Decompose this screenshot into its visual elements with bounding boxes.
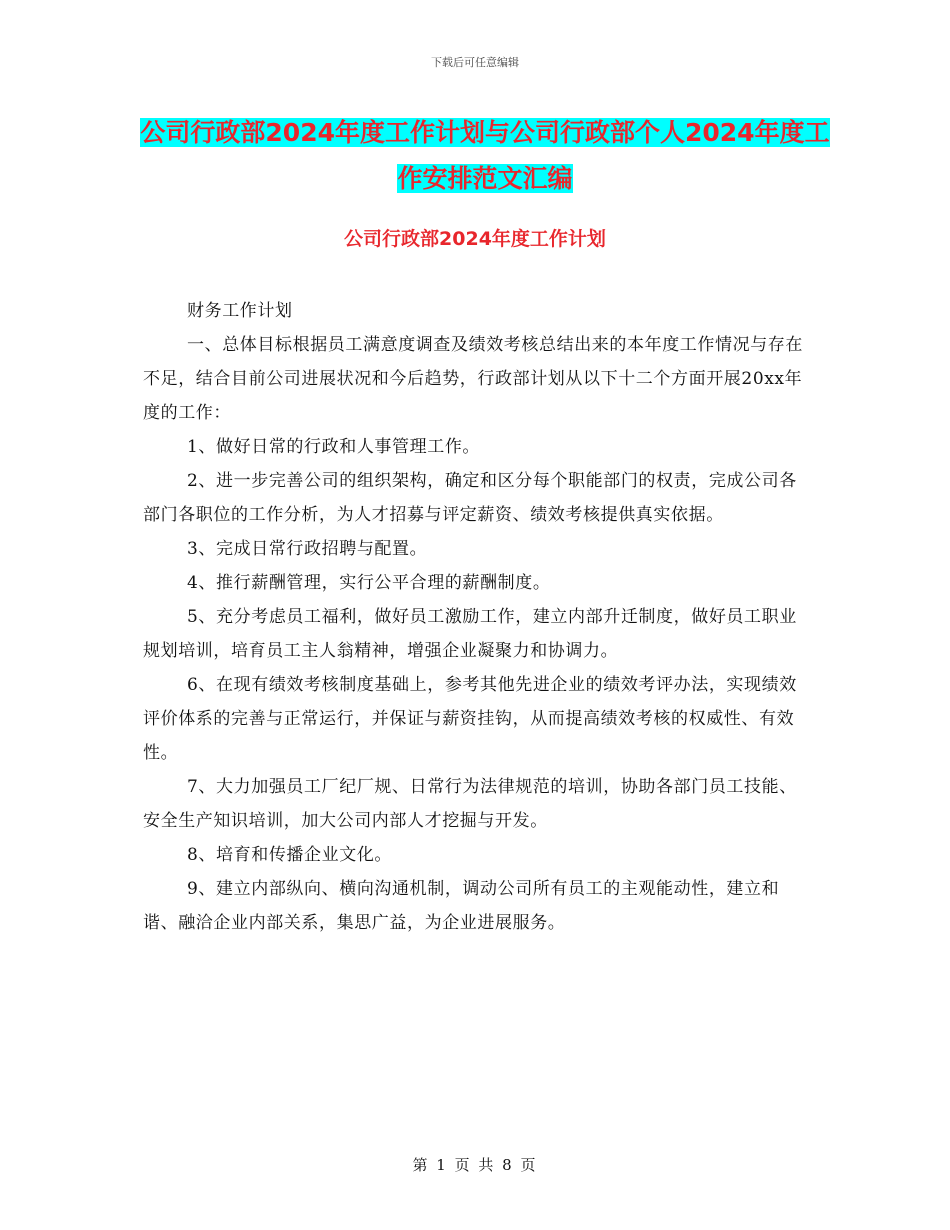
main-title-text: 公司行政部2024年度工作计划与公司行政部个人2024年度工作安排范文汇编	[140, 118, 830, 193]
main-title	[140, 110, 830, 202]
paragraph: 财务工作计划	[187, 301, 293, 321]
paragraph: 3、完成日常行政招聘与配置。	[187, 539, 428, 559]
paragraph: 5、充分考虑员工福利，做好员工激励工作，建立内部升迁制度，做好员工职业规划培训，培育员工主人翁精神，增强企业凝聚力和协调力。	[143, 607, 797, 661]
section-title: 公司行政部2024年度工作计划	[344, 228, 606, 250]
body-text	[143, 294, 813, 940]
paragraph: 8、培育和传播企业文化。	[187, 845, 393, 865]
paragraph: 2、进一步完善公司的组织架构，确定和区分每个职能部门的权责，完成公司各部门各职位的工作分析，为人才招募与评定薪资、绩效考核提供真实依据。	[143, 471, 797, 525]
header-note: 下载后可任意编辑	[431, 56, 519, 69]
paragraph: 4、推行薪酬管理，实行公平合理的薪酬制度。	[187, 573, 551, 593]
paragraph: 7、大力加强员工厂纪厂规、日常行为法律规范的培训，协助各部门员工技能、安全生产知识培训，加大公司内部人才挖掘与开发。	[143, 777, 797, 831]
paragraph: 1、做好日常的行政和人事管理工作。	[187, 437, 481, 457]
page-number: 第 1 页 共 8 页	[412, 1156, 538, 1174]
paragraph: 一、总体目标根据员工满意度调查及绩效考核总结出来的本年度工作情况与存在不足，结合目前公司进展状况和今后趋势，行政部计划从以下十二个方面开展20xx年度的工作：	[143, 335, 803, 423]
paragraph: 9、建立内部纵向、横向沟通机制，调动公司所有员工的主观能动性，建立和谐、融洽企业内部关系，集思广益，为企业进展服务。	[143, 879, 780, 933]
paragraph: 6、在现有绩效考核制度基础上，参考其他先进企业的绩效考评办法，实现绩效评价体系的完善与正常运行，并保证与薪资挂钩，从而提高绩效考核的权威性、有效性。	[143, 675, 797, 763]
